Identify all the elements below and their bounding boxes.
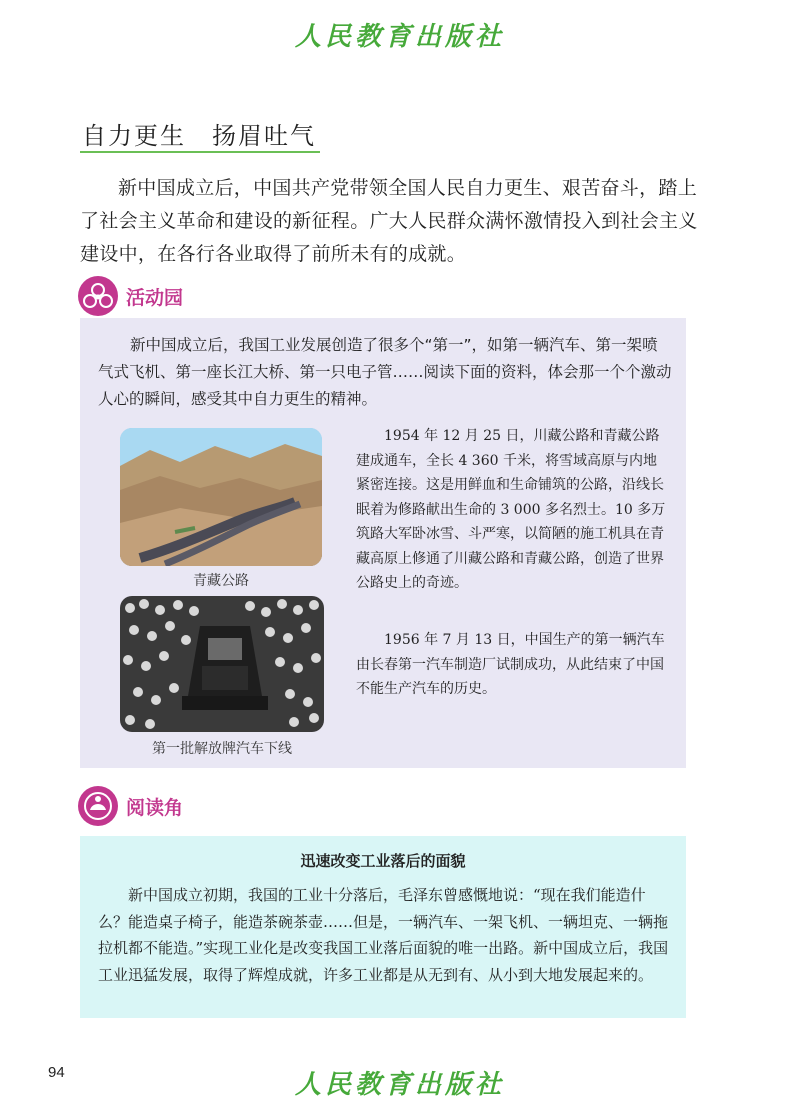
photo-caption-truck: 第一批解放牌汽车下线 — [152, 741, 292, 757]
truck-text: 1956 年 7 月 13 日，中国生产的第一辆汽车由长春第一汽车制造厂试制成功，从此结束了中国不能生产汽车的历史。 — [356, 632, 665, 697]
activity-heading — [78, 276, 183, 316]
activity-label: 活动园 — [126, 286, 184, 309]
photo-caption-highway: 青藏公路 — [193, 573, 249, 589]
highway-text: 1954 年 12 月 25 日，川藏公路和青藏公路建成通车，全长 4 360 千米，将雪域高原与内地紧密连接。这是用鲜血和生命铺筑的公路，沿线长眠着为修路献出生命的 3 000 多名烈士。10 多万筑路大军卧冰雪、斗严寒，以简陋的施工机具在青藏高原上修通了川藏公路和青藏公路，创造了世界公路史上的奇迹。 — [356, 428, 666, 591]
activity-garden-icon — [78, 276, 118, 316]
section-title: 自力更生 扬眉吐气 — [82, 122, 316, 150]
publisher-logo-bottom: 人民教育出版社 — [294, 1070, 505, 1100]
reading-label: 阅读角 — [126, 796, 184, 819]
activity-panel — [80, 318, 686, 768]
reading-title: 迅速改变工业落后的面貌 — [300, 852, 466, 870]
page-number: 94 — [48, 1064, 65, 1081]
reading-corner-icon — [78, 786, 118, 826]
title-underline — [80, 151, 320, 153]
activity-intro: 新中国成立后，我国工业发展创造了很多个“第一”，如第一辆汽车、第一架喷气式飞机、第一座长江大桥、第一只电子管……阅读下面的资料，体会那一个个激动人心的瞬间，感受其中自力更生的精神。 — [98, 336, 672, 408]
first-jiefang-truck-photo — [120, 596, 324, 732]
reading-panel — [80, 836, 686, 1018]
reading-text: 新中国成立初期，我国的工业十分落后，毛泽东曾感慨地说：“现在我们能造什么？能造桌子椅子，能造茶碗茶壶……但是，一辆汽车、一架飞机、一辆坦克、一辆拖拉机都不能造。”实现工业化是改变我国工业落后面貌的唯一出路。新中国成立后，我国工业迅猛发展，取得了辉煌成就，许多工业都是从无到有、从小到大地发展起来的。 — [98, 886, 669, 984]
publisher-logo-top: 人民教育出版社 — [294, 22, 505, 52]
qinghai-tibet-highway-photo — [120, 428, 322, 566]
reading-heading — [78, 786, 183, 826]
section-intro: 新中国成立后，中国共产党带领全国人民自力更生、艰苦奋斗，踏上了社会主义革命和建设的新征程。广大人民群众满怀激情投入到社会主义建设中，在各行各业取得了前所未有的成就。 — [80, 177, 698, 265]
